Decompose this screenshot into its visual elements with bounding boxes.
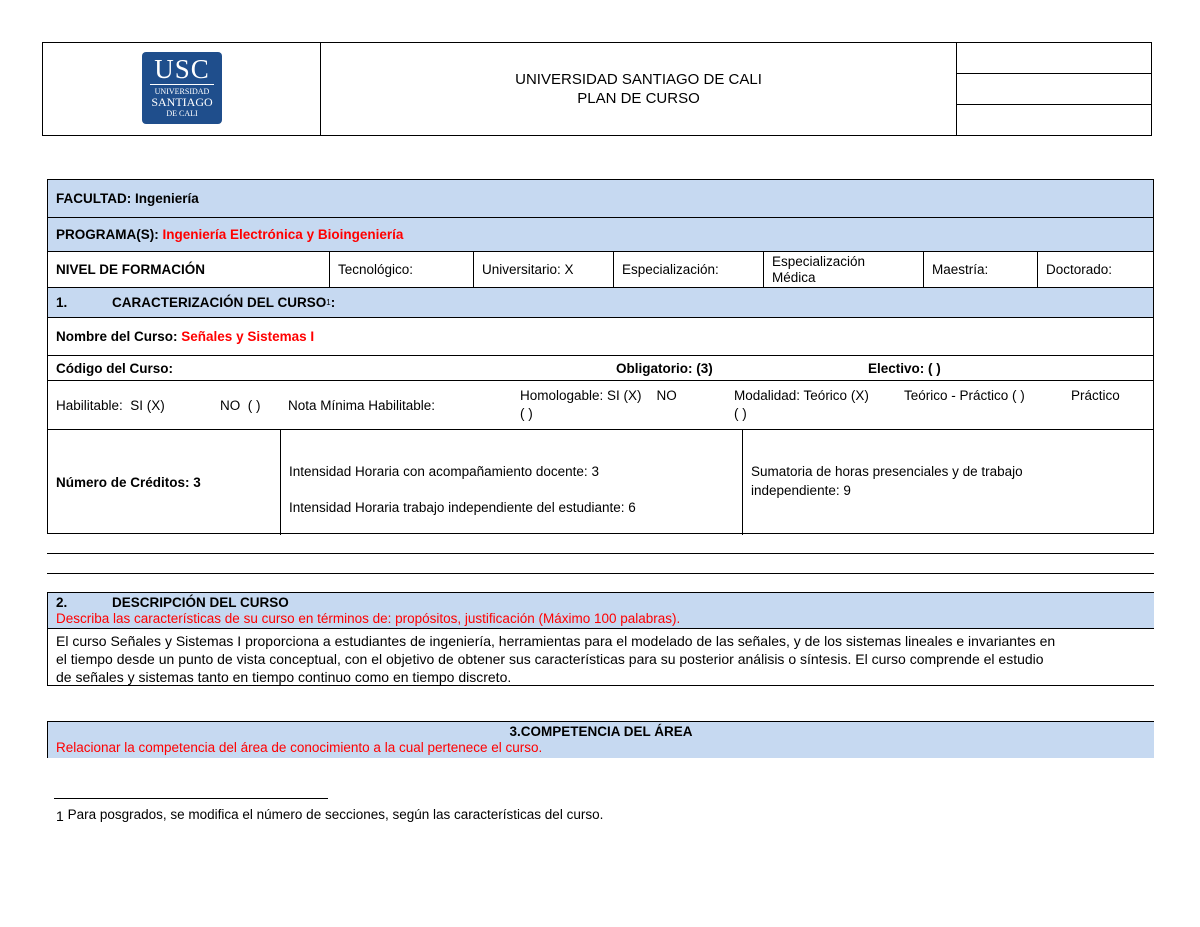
footnote: [56, 805, 603, 824]
nivel-tecnologico: Tecnológico:: [330, 252, 474, 287]
header-title-cell: [321, 43, 957, 135]
habilitable-row: [48, 380, 1153, 430]
practico: Práctico: [1071, 388, 1120, 403]
curso-label: Nombre del Curso:: [56, 328, 178, 344]
facultad-label: FACULTAD:: [56, 190, 132, 206]
codigo-label: Código del Curso:: [56, 361, 173, 376]
intensidad-cell: [281, 430, 743, 535]
nivel-maestria: Maestría:: [924, 252, 1038, 287]
section3-instruction: Relacionar la competencia del área de conocimiento a la cual pertenece el curso.: [56, 740, 543, 755]
creditos-row: [48, 430, 1153, 535]
sumatoria-line2: independiente: 9: [751, 483, 851, 498]
section3-title: 3.COMPETENCIA DEL ÁREA: [509, 724, 693, 739]
footnote-number: 1: [56, 808, 64, 824]
habilitable: Habilitable: SI (X): [56, 398, 165, 413]
course-table: [47, 179, 1154, 534]
nota-minima: Nota Mínima Habilitable:: [288, 398, 436, 413]
university-title: UNIVERSIDAD SANTIAGO DE CALI: [515, 71, 762, 88]
nivel-row: [48, 252, 1153, 288]
section2-body-line2: el tiempo desde un punto de vista conceptual, con el objetivo de obtener sus características para su posterior análisis o síntesis. El curso comprende el estudio: [56, 651, 1044, 667]
obligatorio: Obligatorio: (3): [616, 361, 713, 376]
section1-suffix: :: [330, 294, 336, 310]
section2-table: [47, 592, 1154, 686]
programa-value: Ingeniería Electrónica y Bioingeniería: [162, 226, 404, 242]
section2-title: DESCRIPCIÓN DEL CURSO: [112, 595, 289, 610]
divider-2: [47, 573, 1154, 574]
modalidad-line1: Modalidad: Teórico (X): [734, 388, 869, 403]
curso-row: [48, 318, 1153, 356]
codigo-row: [48, 356, 1153, 380]
intensidad-docente: Intensidad Horaria con acompañamiento docente: 3: [289, 464, 599, 479]
facultad-value: Ingeniería: [135, 190, 199, 206]
homologable-line1: Homologable: SI (X) NO: [520, 388, 677, 403]
section2-body-line1: El curso Señales y Sistemas I proporciona a estudiantes de ingeniería, herramientas para el modelado de las señales, y de los sistemas lineales e invariantes en: [56, 633, 1056, 649]
logo-main: USC: [154, 54, 210, 84]
modalidad-line2: ( ): [734, 406, 747, 421]
section2-header: [48, 593, 1154, 629]
usc-logo: [142, 52, 222, 124]
programa-label: PROGRAMA(S):: [56, 226, 159, 242]
creditos-label: Número de Créditos: 3: [48, 430, 281, 535]
section1-title: CARACTERIZACIÓN DEL CURSO: [112, 294, 327, 310]
divider-1: [47, 553, 1154, 554]
teorico-practico: Teórico - Práctico ( ): [904, 388, 1025, 403]
habilitable-no: NO ( ): [220, 398, 261, 413]
nivel-especializacion: Especialización:: [614, 252, 764, 287]
header-table: [42, 42, 1152, 136]
curso-value: Señales y Sistemas I: [181, 328, 315, 344]
section3-header: [47, 721, 1154, 758]
logo-cell: [43, 43, 321, 135]
sumatoria-line1: Sumatoria de horas presenciales y de trabajo: [751, 464, 1023, 479]
nivel-doctorado: Doctorado:: [1046, 261, 1113, 277]
section2-body: [48, 630, 1154, 686]
logo-line2: SANTIAGO: [151, 95, 213, 109]
programa-row: [48, 218, 1153, 252]
plan-title: PLAN DE CURSO: [577, 90, 700, 107]
logo-line3: DE CALI: [166, 109, 198, 118]
intensidad-independiente: Intensidad Horaria trabajo independiente del estudiante: 6: [289, 500, 636, 515]
footnote-rule: [54, 798, 328, 799]
section1-heading: [48, 288, 1153, 318]
section2-number: 2.: [56, 595, 68, 610]
sumatoria-cell: [743, 430, 1153, 535]
section2-body-line3: de señales y sistemas tanto en tiempo continuo como en tiempo discreto.: [56, 669, 512, 685]
logo-line1: UNIVERSIDAD: [154, 87, 210, 96]
section1-footnote-ref: 1: [326, 297, 331, 307]
section1-number: 1.: [56, 294, 68, 310]
homologable-line2: ( ): [520, 406, 533, 421]
nivel-especializacion-medica: Especialización Médica: [764, 252, 924, 287]
header-right-cells: [957, 43, 1151, 135]
nivel-label: NIVEL DE FORMACIÓN: [48, 252, 330, 287]
section2-instruction: Describa las características de su curso en términos de: propósitos, justificación (Máximo 100 palabras).: [56, 611, 681, 626]
electivo: Electivo: ( ): [868, 361, 941, 376]
facultad-row: [48, 180, 1153, 218]
nivel-universitario: Universitario: X: [474, 252, 614, 287]
footnote-text: Para posgrados, se modifica el número de secciones, según las características del curso.: [67, 807, 604, 822]
